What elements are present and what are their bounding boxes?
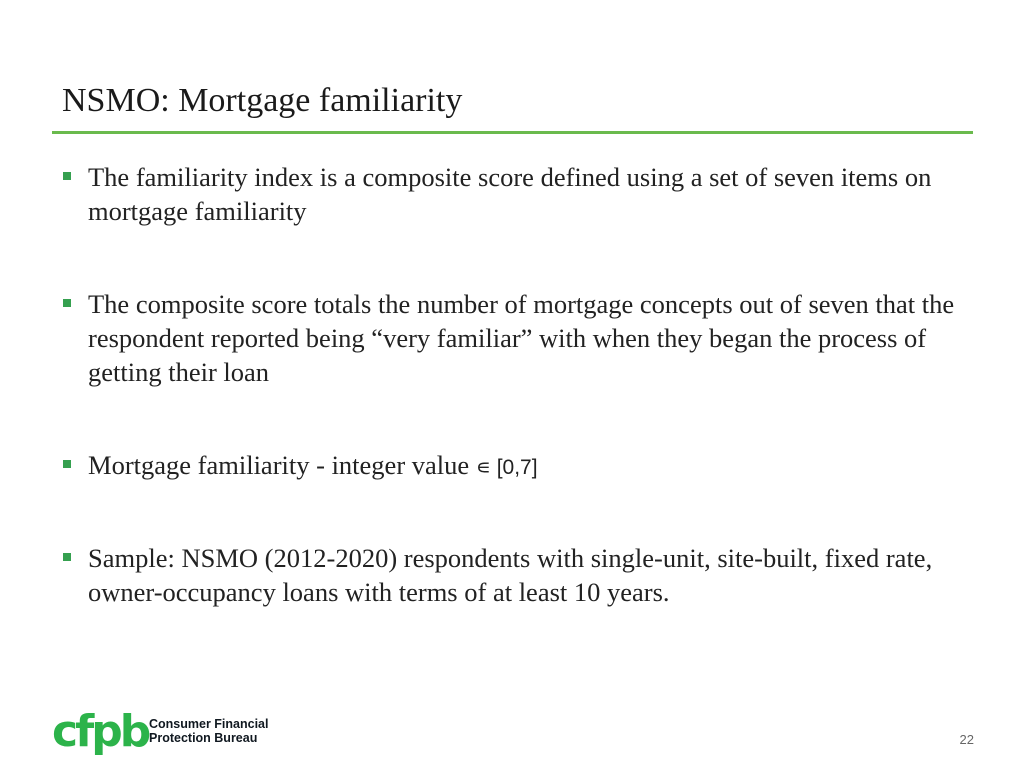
logo-line-2: Protection Bureau — [149, 731, 258, 745]
square-bullet-icon — [63, 460, 71, 468]
bullet-text: Sample: NSMO (2012-2020) respondents with single-unit, site-built, fixed rate, owner-occupancy loans with terms of at least 10 years. — [88, 543, 933, 607]
title-divider — [52, 131, 973, 134]
slide-title: NSMO: Mortgage familiarity — [62, 82, 463, 119]
square-bullet-icon — [63, 553, 71, 561]
square-bullet-icon — [63, 299, 71, 307]
page-number: 22 — [959, 732, 974, 747]
bullet-suffix: ∊ [0,7] — [475, 456, 538, 479]
cfpb-logo-mark: cfpb — [52, 706, 149, 757]
bullet-text: The composite score totals the number of mortgage concepts out of seven that the respondent reported being “very familiar” with when they began the process of getting their loan — [88, 289, 955, 387]
bullet-item — [60, 541, 970, 612]
bullet-item — [60, 160, 970, 231]
logo-line-1: Consumer Financial — [149, 717, 269, 731]
bullet-item — [60, 448, 970, 485]
bullet-text: The familiarity index is a composite score defined using a set of seven items on mortgage familiarity — [88, 162, 932, 226]
bullet-item — [60, 287, 970, 392]
cfpb-logo-text — [149, 717, 268, 745]
bullet-text: Mortgage familiarity - integer value — [88, 450, 476, 480]
bullet-list — [60, 160, 970, 612]
square-bullet-icon — [63, 172, 71, 180]
